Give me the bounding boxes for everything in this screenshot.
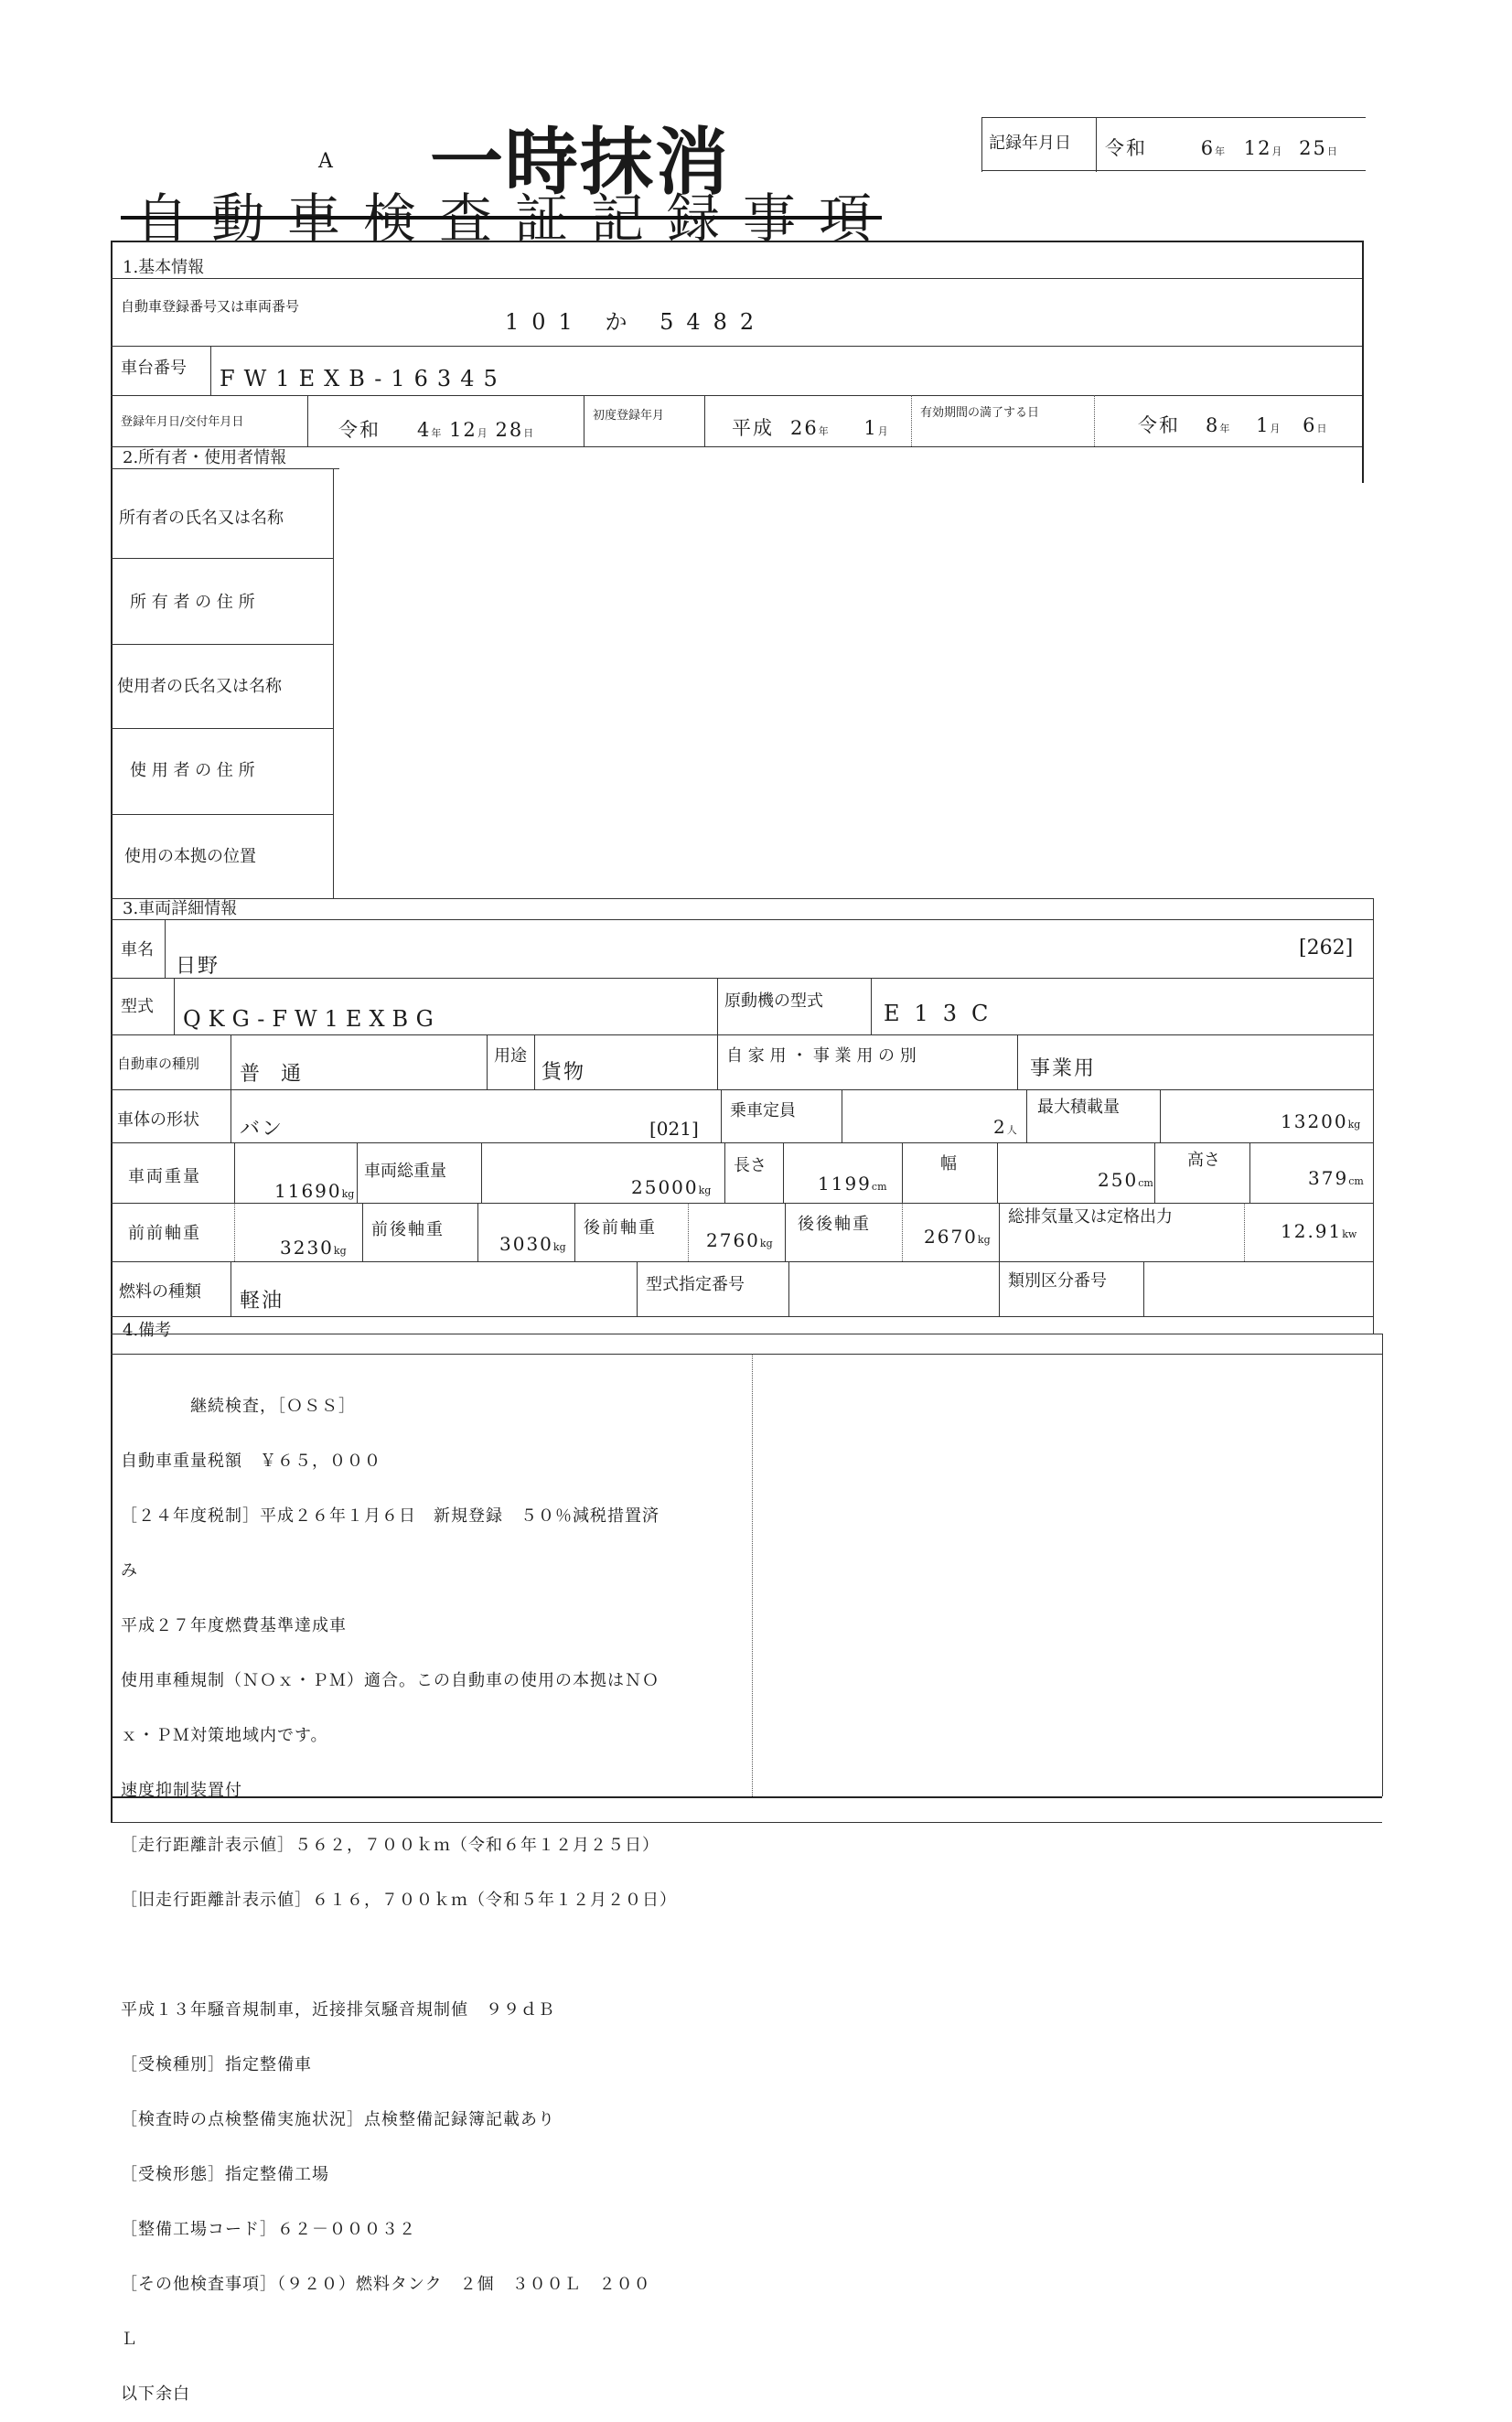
vehicle-row-divider-6 (111, 1261, 1373, 1262)
remarks-line: ［受検形態］指定整備工場 (121, 2165, 329, 2184)
rf-axle-label: 後前軸重 (584, 1218, 657, 1238)
private-divider-left (717, 1034, 718, 1089)
rr-axle-divider-right (902, 1203, 903, 1261)
remarks-line: 平成２７年度燃費基準達成車 (121, 1616, 347, 1635)
frame-bottom (111, 1796, 1382, 1798)
remarks-line: ［整備工場コード］６２－０００３２ (121, 2220, 416, 2239)
row-divider-3 (111, 446, 1362, 447)
remarks-line: ｘ・ＰＭ対策地域内です。 (121, 1726, 328, 1745)
remarks-line: ［走行距離計表示値］５６２，７００ｋｍ（令和６年１２月２５日） (121, 1836, 659, 1855)
owner-address-label: 所 有 者 の 住 所 (130, 593, 255, 612)
remarks-line: 使用車種規制（ＮＯｘ・ＰＭ）適合。この自動車の使用の本拠はＮＯ (121, 1671, 659, 1690)
height-divider-right (1249, 1142, 1250, 1203)
width-label: 幅 (940, 1154, 957, 1173)
width-value: 250cm (1098, 1169, 1153, 1191)
type-designation-label: 型式指定番号 (646, 1275, 745, 1294)
remarks-line: ［旧走行距離計表示値］６１６，７００ｋｍ（令和５年１２月２０日） (121, 1891, 677, 1910)
first-reg-value: 平成 26年 1月 (732, 417, 888, 439)
frame-left (111, 241, 113, 1823)
frame-right-vehicle (1373, 898, 1374, 1334)
frame-bottom-extra (111, 1822, 1382, 1823)
record-date-box-left (981, 117, 982, 172)
base-location-label: 使用の本拠の位置 (124, 847, 256, 866)
type-designation-divider-right (788, 1261, 789, 1316)
gross-label: 車両総重量 (364, 1162, 446, 1181)
corner-mark: A (318, 150, 333, 173)
fuel-value: 軽油 (240, 1290, 284, 1313)
model-divider (174, 978, 175, 1034)
body-code: [021] (649, 1118, 699, 1140)
chassis-divider (210, 346, 211, 395)
remarks-column-divider (752, 1354, 753, 1796)
record-date-label: 記録年月日 (989, 134, 1071, 153)
fr-axle-divider-left (362, 1203, 363, 1261)
rr-axle-divider-left (785, 1203, 786, 1261)
displacement-divider-right (1244, 1203, 1245, 1261)
body-value: バン (240, 1118, 284, 1141)
rf-axle-value: 2760kg (706, 1229, 773, 1251)
remarks-line: 速度抑制装置付 (121, 1781, 242, 1800)
document-title: 自動車検査証記録事項 (135, 188, 895, 250)
length-value: 1199cm (818, 1173, 887, 1195)
expiry-divider-left (911, 395, 912, 446)
max-load-divider-right (1160, 1089, 1161, 1142)
engine-label: 原動機の型式 (724, 991, 823, 1011)
reg-date-divider (307, 395, 308, 446)
section-basic-underline (111, 278, 1362, 279)
rf-axle-divider-right (688, 1203, 689, 1261)
record-date-value: 令和 6年 12月 25日 (1105, 137, 1337, 159)
height-divider-left (1154, 1142, 1155, 1203)
reg-date-label: 登録年月日/交付年月日 (121, 415, 244, 429)
user-name-label: 使用者の氏名又は名称 (117, 677, 282, 696)
kind-value: 普 通 (240, 1063, 308, 1086)
use-value: 貨物 (542, 1061, 586, 1084)
gross-divider-left (357, 1142, 358, 1203)
remarks-line: ［受検種別］指定整備車 (121, 2055, 312, 2074)
reg-no-value: 101 か 5482 (505, 309, 767, 335)
category-divider-right (1143, 1261, 1144, 1316)
width-divider-left (902, 1142, 903, 1203)
weight-divider-left (234, 1142, 235, 1203)
capacity-value: 2人 (993, 1116, 1017, 1138)
section-remarks-underline (111, 1354, 1382, 1355)
private-label: 自 家 用 ・ 事 業 用 の 別 (726, 1046, 917, 1066)
remarks-line: ［２４年度税制］平成２６年１月６日 新規登録 ５０％減税措置済 (121, 1506, 659, 1526)
owner-label-column-right (333, 468, 334, 898)
temporary-deregistration-stamp: 一時抹消 (430, 120, 730, 205)
first-reg-label: 初度登録年月 (593, 409, 665, 423)
ff-axle-divider (234, 1203, 235, 1261)
section-remarks-title: 4.備考 (123, 1321, 172, 1340)
remarks-line: Ｌ (121, 2330, 138, 2349)
vehicle-name-divider (165, 919, 166, 978)
remarks-line: 継続検査，［ＯＳＳ］ (121, 1397, 356, 1416)
engine-divider-left (717, 978, 718, 1034)
reg-no-label: 自動車登録番号又は車両番号 (121, 298, 300, 315)
vehicle-row-divider-3 (111, 1089, 1373, 1090)
remarks-line: 以下余白 (121, 2384, 190, 2404)
chassis-label: 車台番号 (121, 359, 187, 378)
row-divider-1 (111, 346, 1362, 347)
rr-axle-label: 後後軸重 (798, 1215, 871, 1234)
max-load-value: 13200kg (1281, 1110, 1361, 1132)
category-divider-left (999, 1261, 1000, 1316)
displacement-label: 総排気量又は定格出力 (1008, 1207, 1173, 1227)
remarks-line: 平成１３年騒音規制車，近接排気騒音規制値 ９９ｄＢ (121, 2000, 555, 2020)
frame-top (111, 241, 1362, 242)
owner-row-divider-3 (111, 728, 333, 729)
use-divider-left (487, 1034, 488, 1089)
displacement-value: 12.91kw (1281, 1220, 1357, 1242)
section-basic-title: 1.基本情報 (123, 258, 205, 277)
max-load-divider-left (1026, 1089, 1027, 1142)
width-divider-right (997, 1142, 998, 1203)
length-divider-right (783, 1142, 784, 1203)
engine-divider-right (871, 978, 872, 1034)
title-strike-line (121, 216, 882, 220)
fuel-label: 燃料の種類 (119, 1282, 201, 1302)
vehicle-row-divider-2 (111, 1034, 1373, 1035)
chassis-value: FW1EXB-16345 (220, 366, 507, 391)
first-reg-divider-right (704, 395, 705, 446)
capacity-label: 乗車定員 (730, 1101, 796, 1120)
owner-row-divider-4 (111, 814, 333, 815)
use-divider-right (534, 1034, 535, 1089)
row-divider-2 (111, 395, 1362, 396)
capacity-divider-left (721, 1089, 722, 1142)
record-date-box-divider (1096, 117, 1097, 172)
vehicle-row-divider-4 (111, 1142, 1373, 1143)
max-load-label: 最大積載量 (1037, 1098, 1120, 1117)
weight-label: 車両重量 (128, 1167, 201, 1186)
engine-value: E13C (884, 1001, 1003, 1026)
record-date-box-top (981, 117, 1366, 118)
expiry-divider-right (1094, 395, 1095, 446)
remarks-line: み (121, 1561, 138, 1581)
gross-value: 25000kg (631, 1176, 712, 1198)
length-label: 長さ (734, 1156, 767, 1175)
private-value: 事業用 (1030, 1057, 1097, 1080)
rr-axle-value: 2670kg (924, 1226, 991, 1248)
section-vehicle-top (111, 898, 1373, 899)
ff-axle-label: 前前軸重 (128, 1224, 201, 1243)
vehicle-row-divider-1 (111, 978, 1373, 979)
reg-date-value: 令和 4年 12月 28日 (338, 419, 534, 441)
length-divider-left (724, 1142, 725, 1203)
kind-label: 自動車の種別 (117, 1056, 200, 1072)
fr-axle-label: 前後軸重 (371, 1220, 445, 1239)
remarks-line: ［検査時の点検整備実施状況］点検整備記録簿記載あり (121, 2110, 555, 2129)
displacement-divider-left (999, 1203, 1000, 1261)
remarks-line (121, 1946, 752, 1965)
owner-row-divider-2 (111, 644, 333, 645)
section-owner-underline (111, 468, 339, 469)
body-label: 車体の形状 (117, 1110, 199, 1130)
remarks-line: 自動車重量税額 ￥６５，０００ (121, 1452, 381, 1471)
gross-divider-right (481, 1142, 482, 1203)
vehicle-name-code: [262] (1299, 937, 1354, 959)
section-owner-title: 2.所有者・使用者情報 (123, 448, 287, 467)
user-address-label: 使 用 者 の 住 所 (130, 761, 255, 780)
category-label: 類別区分番号 (1008, 1271, 1107, 1291)
weight-value: 11690kg (274, 1180, 355, 1202)
vehicle-row-divider-5 (111, 1203, 1373, 1204)
vehicle-name-label: 車名 (121, 940, 154, 959)
height-value: 379cm (1308, 1167, 1364, 1189)
owner-name-label: 所有者の氏名又は名称 (119, 509, 284, 528)
frame-right-upper (1362, 241, 1364, 483)
fr-axle-value: 3030kg (499, 1233, 566, 1255)
section-vehicle-underline (111, 919, 1373, 920)
height-label: 高さ (1187, 1151, 1220, 1170)
rf-axle-divider-left (574, 1203, 575, 1261)
expiry-value: 令和 8年 1月 6日 (1138, 414, 1327, 436)
owner-row-divider-1 (111, 558, 333, 559)
section-vehicle-title: 3.車両詳細情報 (123, 899, 238, 918)
record-date-box-bottom (981, 170, 1366, 171)
type-designation-divider-left (637, 1261, 638, 1316)
vehicle-row-divider-7 (111, 1316, 1373, 1317)
frame-right-remarks (1382, 1334, 1383, 1796)
expiry-label: 有効期間の満了する日 (920, 406, 1040, 420)
use-label: 用途 (494, 1046, 527, 1066)
remarks-body (121, 1361, 752, 2422)
ff-axle-value: 3230kg (280, 1237, 347, 1259)
remarks-line: ［その他検査事項］（９２０）燃料タンク ２個 ３００Ｌ ２００ (121, 2275, 651, 2294)
model-value: QKG-FW1EXBG (183, 1006, 441, 1032)
fr-axle-divider-right (477, 1203, 478, 1261)
private-divider-right (1017, 1034, 1018, 1089)
model-label: 型式 (121, 997, 154, 1016)
vehicle-name-value: 日野 (176, 955, 220, 978)
